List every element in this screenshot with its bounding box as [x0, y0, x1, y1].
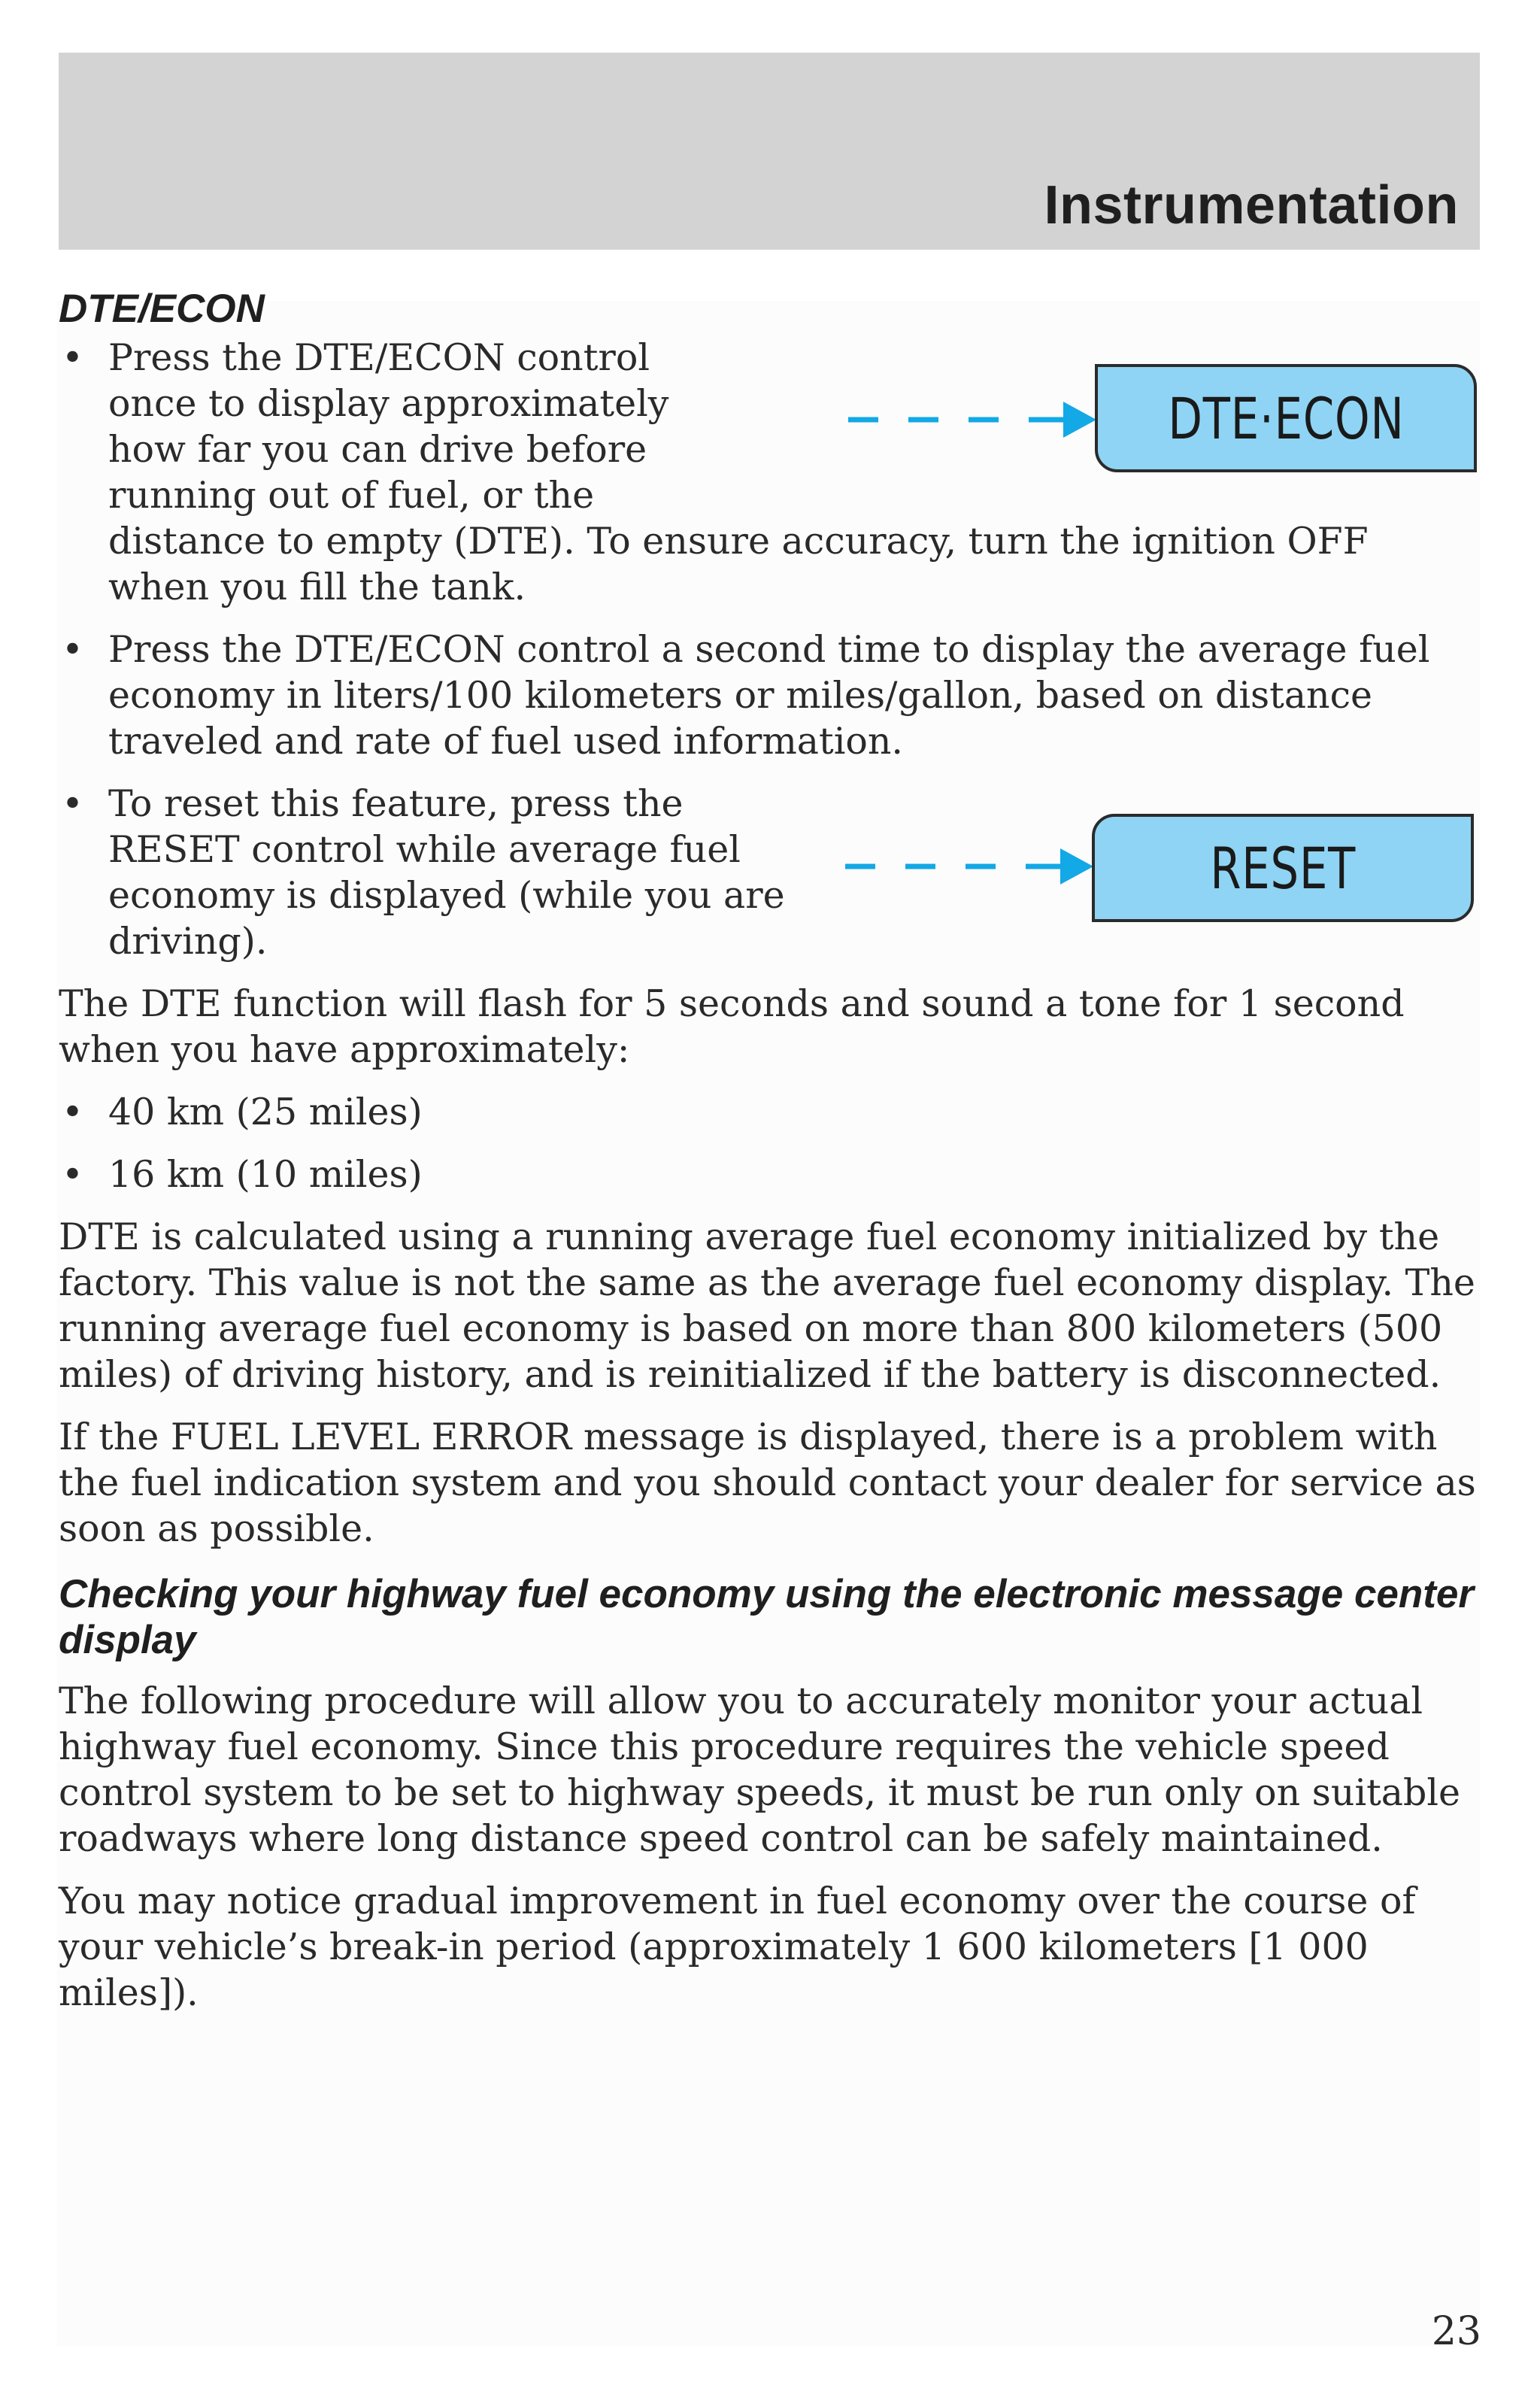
reset-button-icon — [1092, 814, 1474, 922]
paragraph: DTE is calculated using a running average fuel economy initialized by the factory. This value is not the same as the average fuel economy display. The running average fuel economy is based on more than 800 kilometers (500 miles) of driving history, and is reinitialized if the battery is disconnected. — [59, 1215, 1475, 1396]
bullet-text: Press the DTE/ECON control once to display approximately how far you can drive before running out of fuel, or the distance to empty (DTE). To ensure accuracy, turn the ignition OFF when you fill the tank. — [108, 336, 1369, 608]
dashed-arrow-icon — [842, 844, 1098, 889]
bullet-dot: • — [62, 1091, 83, 1133]
list-item — [59, 627, 1480, 764]
paragraph: The following procedure will allow you to accurately monitor your actual highway fuel economy. Since this procedure requires the vehicle speed control system to be set to highway speeds, it must be run only on suitable roadways where long distance speed control can be safely maintained. — [59, 1679, 1461, 1860]
bullet-text: Press the DTE/ECON control a second time to display the average fuel economy in liters/100 kilometers or miles/gallon, based on distance traveled and rate of fuel used information. — [108, 628, 1430, 763]
page-number: 23 — [1431, 2309, 1481, 2354]
bullet-text: To reset this feature, press the RESET control while average fuel economy is displayed (while you are driving). — [108, 782, 785, 963]
list-item — [59, 1089, 1480, 1135]
highway-economy-heading: Checking your highway fuel economy using the electronic message center display — [59, 1572, 1475, 1662]
bullet-text: 16 km (10 miles) — [108, 1153, 423, 1196]
page-content — [59, 286, 1480, 2016]
bullet-text: 40 km (25 miles) — [108, 1091, 423, 1133]
reset-label: RESET — [1210, 834, 1356, 902]
paragraph: You may notice gradual improvement in fuel economy over the course of your vehicle’s break-in period (approximately 1 600 kilometers [1 000 miles]). — [59, 1880, 1416, 2014]
bullet-dot: • — [62, 336, 83, 379]
list-item — [59, 1152, 1480, 1197]
bullet-dot: • — [62, 782, 83, 825]
section-header-bar — [59, 53, 1480, 250]
dte-econ-heading: DTE/ECON — [59, 287, 265, 331]
section-title: Instrumentation — [1044, 175, 1459, 235]
paragraph: The DTE function will flash for 5 seconds and sound a tone for 1 second when you have approximately: — [59, 982, 1405, 1071]
bullet-dot: • — [62, 1153, 83, 1196]
bullet-dot: • — [62, 628, 83, 671]
paragraph: If the FUEL LEVEL ERROR message is displayed, there is a problem with the fuel indication system and you should contact your dealer for service as soon as possible. — [59, 1415, 1476, 1550]
dashed-arrow-icon — [845, 397, 1101, 442]
dte-econ-label: DTE·ECON — [1167, 384, 1405, 452]
dte-econ-button-icon — [1095, 364, 1477, 472]
